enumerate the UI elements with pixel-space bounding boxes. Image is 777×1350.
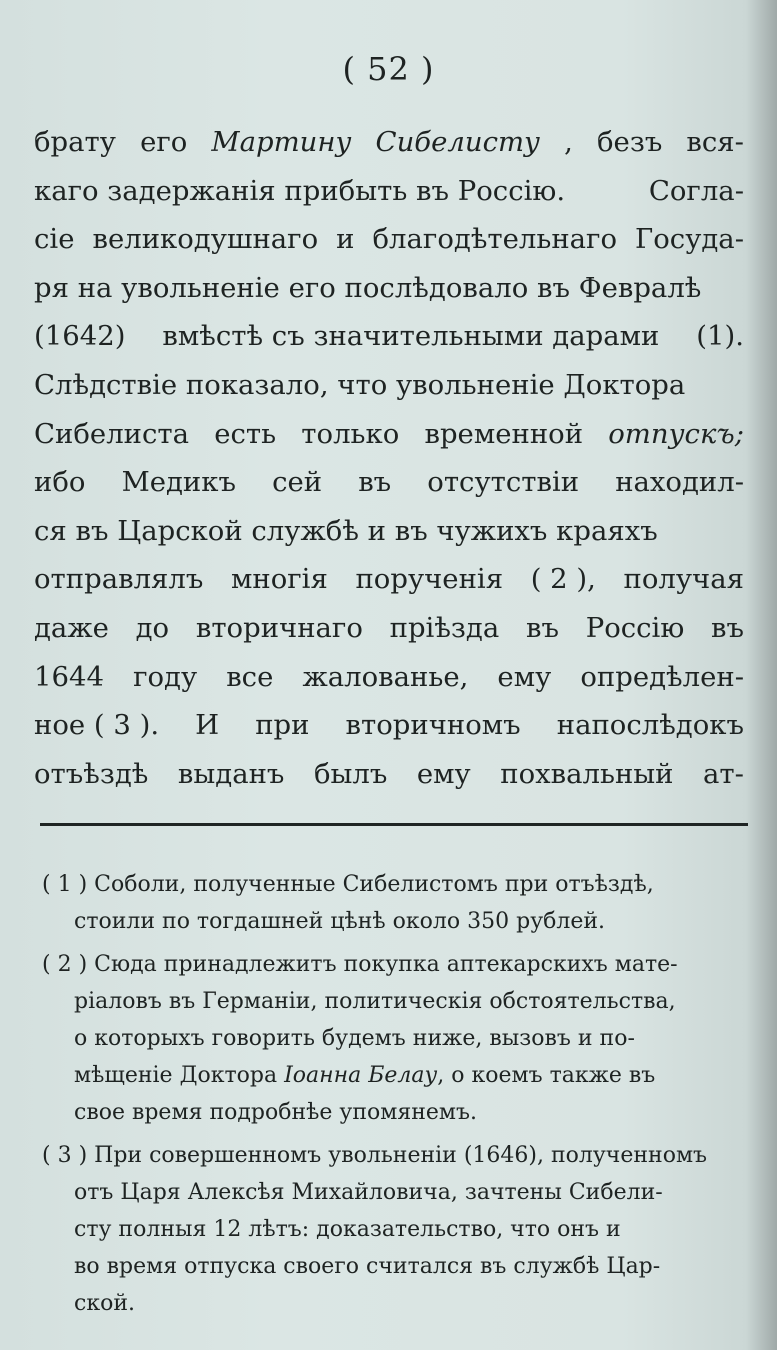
- text-segment: въ: [358, 466, 392, 499]
- footnote: [42, 866, 767, 940]
- footnote-line: [42, 1174, 767, 1211]
- text-line: [34, 750, 744, 799]
- text-segment: временной: [424, 417, 584, 450]
- text-segment: вмѣстѣ съ значительными дарами: [162, 320, 660, 353]
- text-segment: ему: [497, 660, 552, 693]
- text-segment: благодѣтельнаго: [372, 223, 618, 256]
- text-segment: Сибелисту: [375, 126, 541, 158]
- text-segment: сіе: [34, 223, 75, 256]
- text-segment: вторичномъ: [345, 709, 521, 742]
- text-segment: Согла-: [648, 174, 744, 207]
- text-segment: порученія: [355, 563, 504, 596]
- text-segment: ибо: [34, 466, 86, 499]
- footnote-line: [42, 983, 767, 1020]
- footnote-line: [42, 1211, 767, 1248]
- text-segment: отправлялъ: [34, 563, 204, 596]
- footnote-text: свое время подробнѣе упомянемъ.: [74, 1100, 478, 1125]
- text-segment: при: [255, 709, 310, 742]
- text-line: [34, 555, 744, 604]
- footnote-text: ской.: [74, 1291, 135, 1316]
- text-segment: ся въ Царской службѣ и въ чужихъ краяхъ: [34, 514, 658, 547]
- text-segment: выданъ: [177, 757, 285, 790]
- footnote-line: [42, 903, 767, 940]
- text-line: [34, 167, 744, 216]
- text-line: [34, 215, 744, 264]
- footnote-text: ( 2 ) Сюда принадлежитъ покупка аптекарскихъ мате-: [42, 952, 678, 977]
- footnote-text: отъ Царя Алексѣя Михайловича, зачтены Сибели-: [74, 1180, 663, 1205]
- footnote: [42, 1137, 767, 1322]
- footnote-text: о которыхъ говорить будемъ ниже, вызовъ и по-: [74, 1026, 635, 1051]
- footnote-text: во время отпуска своего считался въ службѣ Цар-: [74, 1254, 661, 1279]
- footnote-text: ріаловъ въ Германіи, политическія обстоятельства,: [74, 989, 676, 1014]
- text-segment: въ: [711, 611, 744, 644]
- text-segment: въ: [525, 611, 559, 644]
- text-line: [34, 458, 744, 507]
- text-segment: великодушнаго: [92, 223, 319, 256]
- text-segment: ему: [416, 757, 471, 790]
- text-segment: безъ: [596, 126, 663, 158]
- text-segment: отъѣздѣ: [34, 757, 149, 790]
- text-segment: (1642): [34, 320, 126, 353]
- text-segment: отсутствіи: [427, 466, 580, 499]
- text-segment: Слѣдствіе показало, что увольненіе Доктора: [34, 368, 686, 401]
- text-segment: похвальный: [500, 757, 674, 790]
- footnote-text: ( 3 ) При совершенномъ увольненіи (1646), полученномъ: [42, 1143, 708, 1168]
- footnote-line: [42, 1137, 767, 1174]
- text-segment: Мартину: [211, 126, 352, 158]
- text-segment: опредѣлен-: [580, 660, 744, 693]
- text-segment: даже: [34, 611, 109, 644]
- text-segment: все: [226, 660, 274, 693]
- footnote-line: [42, 1057, 767, 1094]
- text-segment: отпускъ;: [608, 417, 744, 450]
- text-segment: его: [140, 126, 188, 158]
- footnotes: [42, 866, 767, 1328]
- text-segment: каго задержанія прибыть въ Россію.: [34, 174, 566, 207]
- footnote-line: [42, 1020, 767, 1057]
- text-segment: получая: [623, 563, 744, 596]
- text-segment: ,: [564, 126, 573, 158]
- text-line: [34, 410, 744, 459]
- text-line: [34, 701, 744, 750]
- text-segment: и: [336, 223, 355, 256]
- text-segment: только: [301, 417, 400, 450]
- text-segment: есть: [214, 417, 277, 450]
- footnote-text: сту полныя 12 лѣтъ: доказательство, что онъ и: [74, 1217, 621, 1242]
- text-segment: И: [195, 709, 220, 742]
- text-segment: вторичнаго: [195, 611, 363, 644]
- footnote-line: [42, 1248, 767, 1285]
- text-segment: брату: [34, 126, 116, 158]
- text-segment: 1644: [34, 660, 104, 693]
- text-segment: былъ: [313, 757, 388, 790]
- text-line: [34, 604, 744, 653]
- footnote-line: [42, 1094, 767, 1131]
- footnote-text: ( 1 ) Соболи, полученные Сибелистомъ при отъѣздѣ,: [42, 872, 654, 897]
- text-segment: сей: [272, 466, 323, 499]
- footnote-text: мѣщеніе Доктора: [74, 1063, 285, 1088]
- text-line: [34, 361, 744, 410]
- text-segment: жалованье,: [302, 660, 469, 693]
- text-segment: пріѣзда: [389, 611, 500, 644]
- footnote-text: стоили по тогдашней цѣнѣ около 350 рублей.: [74, 909, 606, 934]
- text-line: [34, 118, 744, 167]
- footnote-text: , о коемъ также въ: [437, 1063, 656, 1088]
- text-line: [34, 507, 744, 556]
- text-segment: вся-: [686, 126, 744, 158]
- text-line: [34, 312, 744, 361]
- footnote: [42, 946, 767, 1131]
- text-segment: Медикъ: [121, 466, 236, 499]
- text-segment: ( 2 ),: [530, 563, 596, 596]
- footnote-divider: [40, 823, 748, 826]
- text-segment: многія: [231, 563, 328, 596]
- text-segment: (1).: [696, 320, 744, 353]
- page-number: ( 52 ): [342, 50, 435, 88]
- text-segment: Госуда-: [635, 223, 744, 256]
- text-segment: Россію: [585, 611, 685, 644]
- text-segment: напослѣдокъ: [556, 709, 744, 742]
- main-text: [34, 118, 744, 798]
- text-segment: ря на увольненіе его послѣдовало въ Февралѣ: [34, 271, 702, 304]
- text-segment: ат-: [703, 757, 744, 790]
- text-segment: до: [135, 611, 170, 644]
- text-segment: Сибелиста: [34, 417, 190, 450]
- text-line: [34, 264, 744, 313]
- footnote-line: [42, 866, 767, 903]
- footnote-line: [42, 946, 767, 983]
- text-segment: ное ( 3 ).: [34, 709, 160, 742]
- footnote-line: [42, 1285, 767, 1322]
- text-segment: находил-: [615, 466, 744, 499]
- text-line: [34, 653, 744, 702]
- footnote-text: Іоанна Белау: [284, 1063, 438, 1088]
- text-segment: году: [133, 660, 198, 693]
